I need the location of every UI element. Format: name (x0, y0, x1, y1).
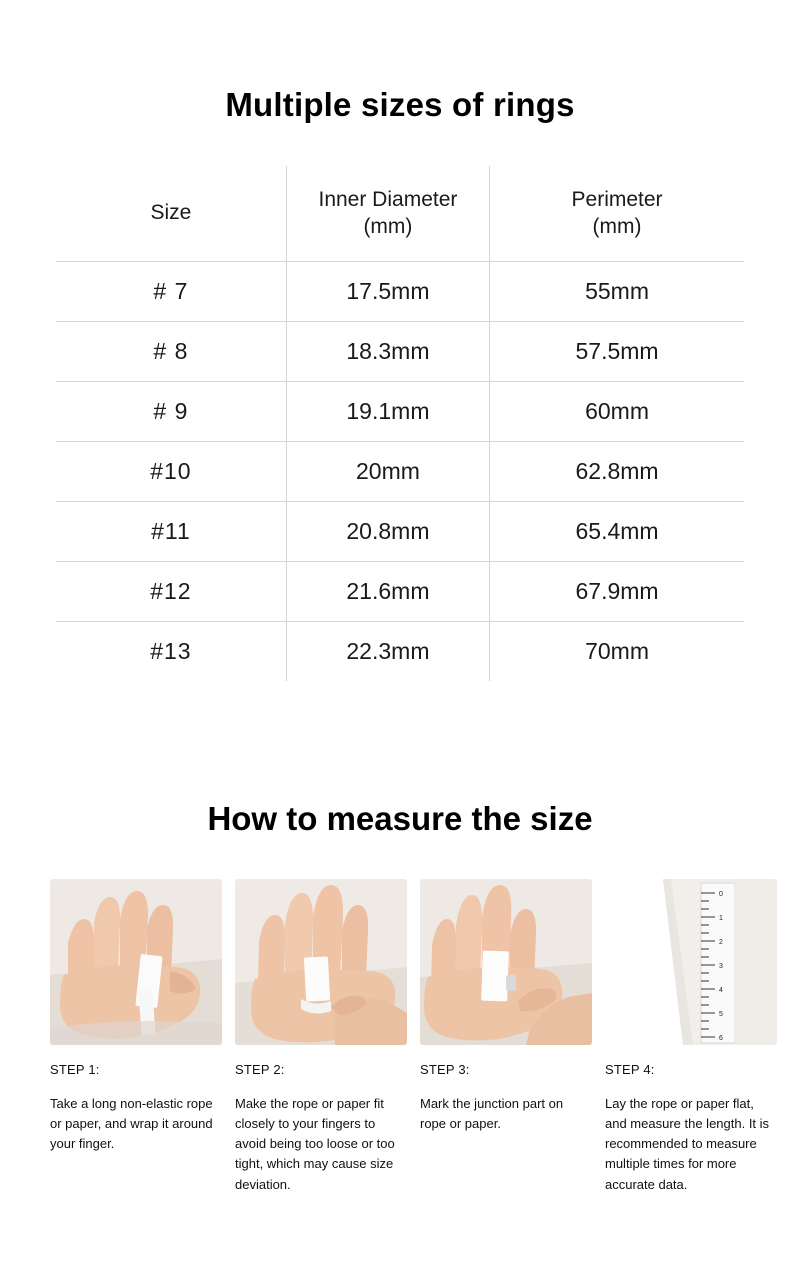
column-header-perimeter (490, 166, 745, 262)
table-body (56, 262, 745, 682)
svg-text:0: 0 (719, 891, 723, 898)
step-4-text: Lay the rope or paper flat, and measure the length. It is recommended to measure multiple times for more accurate data. (605, 1096, 770, 1192)
cell-perimeter: 67.9mm (490, 562, 745, 622)
step-1-text: Take a long non-elastic rope or paper, and wrap it around your finger. (50, 1096, 213, 1152)
table-header (56, 166, 745, 262)
cell-size: # 9 (56, 382, 287, 442)
step-4 (605, 879, 777, 1195)
cell-perimeter: 70mm (490, 622, 745, 682)
cell-size: #11 (56, 502, 287, 562)
how-to-measure-title: How to measure the size (207, 800, 593, 837)
size-table-container (55, 165, 745, 682)
svg-text:4: 4 (719, 987, 723, 994)
table-row (56, 502, 745, 562)
cell-perimeter: 62.8mm (490, 442, 745, 502)
table-row (56, 262, 745, 322)
table-row (56, 322, 745, 382)
hand-marking-strip-photo (420, 879, 592, 1045)
cell-size: #12 (56, 562, 287, 622)
cell-inner-diameter: 19.1mm (286, 382, 489, 442)
svg-text:6: 6 (719, 1035, 723, 1042)
svg-text:1: 1 (719, 915, 723, 922)
cell-inner-diameter: 20.8mm (286, 502, 489, 562)
step-3-label: STEP 3: (420, 1062, 470, 1077)
page-title: Multiple sizes of rings (225, 86, 575, 123)
column-header-inner-diameter-unit: (mm) (363, 214, 413, 238)
ring-size-table (55, 165, 745, 682)
step-2-label: STEP 2: (235, 1062, 285, 1077)
column-header-size-label: Size (150, 201, 192, 225)
column-header-perimeter-unit: (mm) (592, 214, 642, 238)
measure-steps (50, 879, 770, 1195)
table-header-row (56, 166, 745, 262)
step-2-text: Make the rope or paper fit closely to your fingers to avoid being too loose or too tight, which may cause size deviation. (235, 1096, 395, 1192)
svg-text:3: 3 (719, 963, 723, 970)
table-row (56, 442, 745, 502)
cell-size: # 8 (56, 322, 287, 382)
cell-perimeter: 60mm (490, 382, 745, 442)
cell-inner-diameter: 22.3mm (286, 622, 489, 682)
cell-perimeter: 55mm (490, 262, 745, 322)
step-2 (235, 879, 407, 1195)
step-3-text: Mark the junction part on rope or paper. (420, 1096, 564, 1132)
step-4-label: STEP 4: (605, 1062, 655, 1077)
column-header-perimeter-label: Perimeter (571, 188, 663, 212)
step-1-label: STEP 1: (50, 1062, 100, 1077)
table-row (56, 382, 745, 442)
ruler-measuring-strip-photo (605, 879, 777, 1045)
cell-inner-diameter: 18.3mm (286, 322, 489, 382)
column-header-inner-diameter-label: Inner Diameter (318, 188, 458, 212)
cell-size: # 7 (56, 262, 287, 322)
step-1 (50, 879, 222, 1195)
hand-with-paper-strip-photo (50, 879, 222, 1045)
cell-inner-diameter: 17.5mm (286, 262, 489, 322)
cell-perimeter: 65.4mm (490, 502, 745, 562)
cell-size: #13 (56, 622, 287, 682)
cell-perimeter: 57.5mm (490, 322, 745, 382)
svg-text:2: 2 (719, 939, 723, 946)
cell-size: #10 (56, 442, 287, 502)
column-header-inner-diameter (286, 166, 489, 262)
column-header-size (56, 166, 287, 262)
step-3 (420, 879, 592, 1195)
cell-inner-diameter: 20mm (286, 442, 489, 502)
svg-text:5: 5 (719, 1011, 723, 1018)
table-row (56, 622, 745, 682)
cell-inner-diameter: 21.6mm (286, 562, 489, 622)
hand-fitting-strip-photo (235, 879, 407, 1045)
table-row (56, 562, 745, 622)
